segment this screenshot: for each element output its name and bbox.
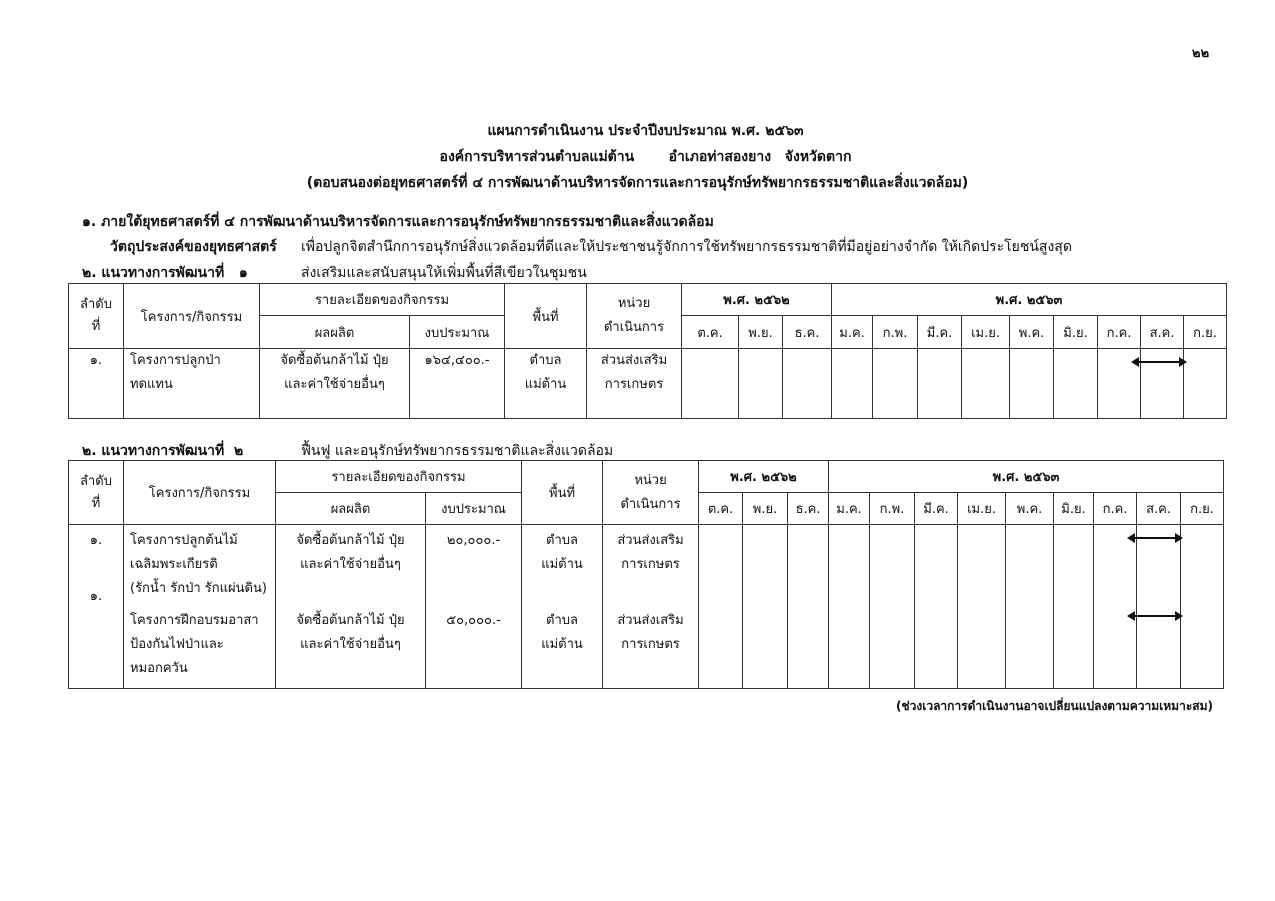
guideline-1-label: ๒. แนวทางการพัฒนาที่ ๑ xyxy=(82,265,248,281)
month-header: มิ.ย. xyxy=(1054,316,1098,349)
header-details: รายละเอียดของกิจกรรม xyxy=(276,461,522,493)
strategy-subtitle: (ตอบสนองต่อยุทธศาสตร์ที่ ๔ การพัฒนาด้านบริหารจัดการและการอนุรักษ์ทรัพยากรธรรมชาติและสิ่งแวดล้อม) xyxy=(306,175,969,191)
header-order: ลำดับ ที่ xyxy=(69,461,124,525)
row-budget: ๒๐,๐๐๐.- xyxy=(446,533,501,548)
month-header: เม.ย. xyxy=(958,493,1006,525)
row-unit: ส่วนส่งเสริม การเกษตร xyxy=(617,533,684,572)
guideline-2-text: ฟื้นฟู และอนุรักษ์ทรัพยากรธรรมชาติและสิ่งแวดล้อม xyxy=(301,443,614,459)
month-header: ธ.ค. xyxy=(783,316,832,349)
month-header: มิ.ย. xyxy=(1054,493,1094,525)
header-year-2563: พ.ศ. ๒๕๖๓ xyxy=(832,284,1227,316)
header-output: ผลผลิต xyxy=(276,493,426,525)
row-output: จัดซื้อต้นกล้าไม้ ปุ๋ย และค่าใช้จ่ายอื่นๆ xyxy=(296,533,405,572)
row-project: โครงการปลูกต้นไม้ เฉลิมพระเกียรติ (รักน้ำ รักป่า รักแผ่นดิน) xyxy=(130,533,267,596)
section-heading: ๑. ภายใต้ยุทธศาสตร์ที่ ๔ การพัฒนาด้านบริหารจัดการและการอนุรักษ์ทรัพยากรธรรมชาติและสิ่งแวดล้อม xyxy=(82,214,714,230)
document-title-block xyxy=(0,118,1275,196)
plan-title: แผนการดำเนินงาน ประจำปีงบประมาณ พ.ศ. ๒๕๖๓ xyxy=(487,123,804,139)
month-header: ต.ค. xyxy=(699,493,743,525)
objective-label: วัตถุประสงค์ของยุทธศาสตร์ xyxy=(110,239,277,255)
month-header: ธ.ค. xyxy=(788,493,829,525)
row-order-cell xyxy=(69,525,124,689)
row-area: ตำบล แม่ต้าน xyxy=(541,533,583,572)
plan-table-1 xyxy=(68,283,1227,419)
month-header: พ.ย. xyxy=(739,316,783,349)
month-header: เม.ย. xyxy=(962,316,1010,349)
month-header: พ.ค. xyxy=(1010,316,1054,349)
header-unit: หน่วย ดำเนินการ xyxy=(603,461,699,525)
month-header: ส.ค. xyxy=(1137,493,1181,525)
header-year-2563: พ.ศ. ๒๕๖๓ xyxy=(829,461,1224,493)
guideline-1-text: ส่งเสริมและสนับสนุนให้เพิ่มพื้นที่สีเขียวในชุมชน xyxy=(301,265,587,281)
table-row xyxy=(69,525,1224,689)
month-header: มี.ค. xyxy=(918,316,962,349)
row-output: จัดซื้อต้นกล้าไม้ ปุ๋ย และค่าใช้จ่ายอื่นๆ xyxy=(260,349,410,419)
row-order: ๑. xyxy=(69,349,124,419)
guideline-2-label: ๒. แนวทางการพัฒนาที่ ๒ xyxy=(82,443,244,459)
month-header: ก.ค. xyxy=(1094,493,1137,525)
month-header: ก.พ. xyxy=(870,493,915,525)
row-project-cell xyxy=(124,525,276,689)
header-unit: หน่วย ดำเนินการ xyxy=(587,284,682,349)
row-budget: ๕๐,๐๐๐.- xyxy=(446,613,501,628)
header-output: ผลผลิต xyxy=(260,316,410,349)
schedule-cell-aug xyxy=(1137,525,1181,689)
schedule-arrow xyxy=(1129,537,1181,539)
header-project: โครงการ/กิจกรรม xyxy=(124,461,276,525)
row-output: จัดซื้อต้นกล้าไม้ ปุ๋ย และค่าใช้จ่ายอื่นๆ xyxy=(296,613,405,652)
organization-title: องค์การบริหารส่วนตำบลแม่ต้าน อำเภอท่าสองยาง จังหวัดตาก xyxy=(439,149,852,165)
month-header: พ.ค. xyxy=(1006,493,1054,525)
header-details: รายละเอียดของกิจกรรม xyxy=(260,284,505,316)
header-budget: งบประมาณ xyxy=(410,316,505,349)
footnote: (ช่วงเวลาการดำเนินงานอาจเปลี่ยนแปลงตามความเหมาะสม) xyxy=(896,699,1213,713)
month-header: ส.ค. xyxy=(1141,316,1184,349)
month-header: ม.ค. xyxy=(829,493,870,525)
month-header: ก.ย. xyxy=(1181,493,1224,525)
header-project: โครงการ/กิจกรรม xyxy=(124,284,260,349)
month-header: ต.ค. xyxy=(682,316,739,349)
month-header: ก.ย. xyxy=(1184,316,1227,349)
table-row xyxy=(69,349,1227,419)
header-budget: งบประมาณ xyxy=(426,493,522,525)
row-unit: ส่วนส่งเสริม การเกษตร xyxy=(617,613,684,652)
month-header: ม.ค. xyxy=(832,316,873,349)
header-year-2562: พ.ศ. ๒๕๖๒ xyxy=(699,461,829,493)
row-order: ๑. xyxy=(89,589,103,604)
row-unit-cell xyxy=(603,525,699,689)
schedule-arrow xyxy=(1133,361,1185,363)
page-number: ๒๒ xyxy=(1192,46,1210,61)
header-area: พื้นที่ xyxy=(505,284,587,349)
month-header: พ.ย. xyxy=(743,493,788,525)
row-project: โครงการปลูกป่า ทดแทน xyxy=(124,349,260,419)
month-header: ก.พ. xyxy=(873,316,918,349)
row-output-cell xyxy=(276,525,426,689)
schedule-arrow xyxy=(1129,615,1181,617)
month-header: ก.ค. xyxy=(1098,316,1141,349)
header-order: ลำดับ ที่ xyxy=(69,284,124,349)
schedule-cell-aug xyxy=(1141,349,1184,419)
header-year-2562: พ.ศ. ๒๕๖๒ xyxy=(682,284,832,316)
row-budget: ๑๖๔,๔๐๐.- xyxy=(410,349,505,419)
row-area: ตำบล แม่ต้าน xyxy=(541,613,583,652)
row-project: โครงการฝึกอบรมอาสา ป้องกันไฟป่าและ หมอกควัน xyxy=(130,613,259,676)
row-unit: ส่วนส่งเสริม การเกษตร xyxy=(587,349,682,419)
objective-text: เพื่อปลูกจิตสำนึกการอนุรักษ์สิ่งแวดล้อมที่ดีและให้ประชาชนรู้จักการใช้ทรัพยากรธรรมชาติที่มีอยู่อย่างจำกัด ให้เกิดประโยชน์สูงสุด xyxy=(301,239,1072,255)
header-area: พื้นที่ xyxy=(522,461,603,525)
row-order: ๑. xyxy=(89,533,103,548)
row-area-cell xyxy=(522,525,603,689)
row-budget-cell xyxy=(426,525,522,689)
row-area: ตำบล แม่ต้าน xyxy=(505,349,587,419)
month-header: มี.ค. xyxy=(915,493,958,525)
plan-table-2 xyxy=(68,460,1224,689)
